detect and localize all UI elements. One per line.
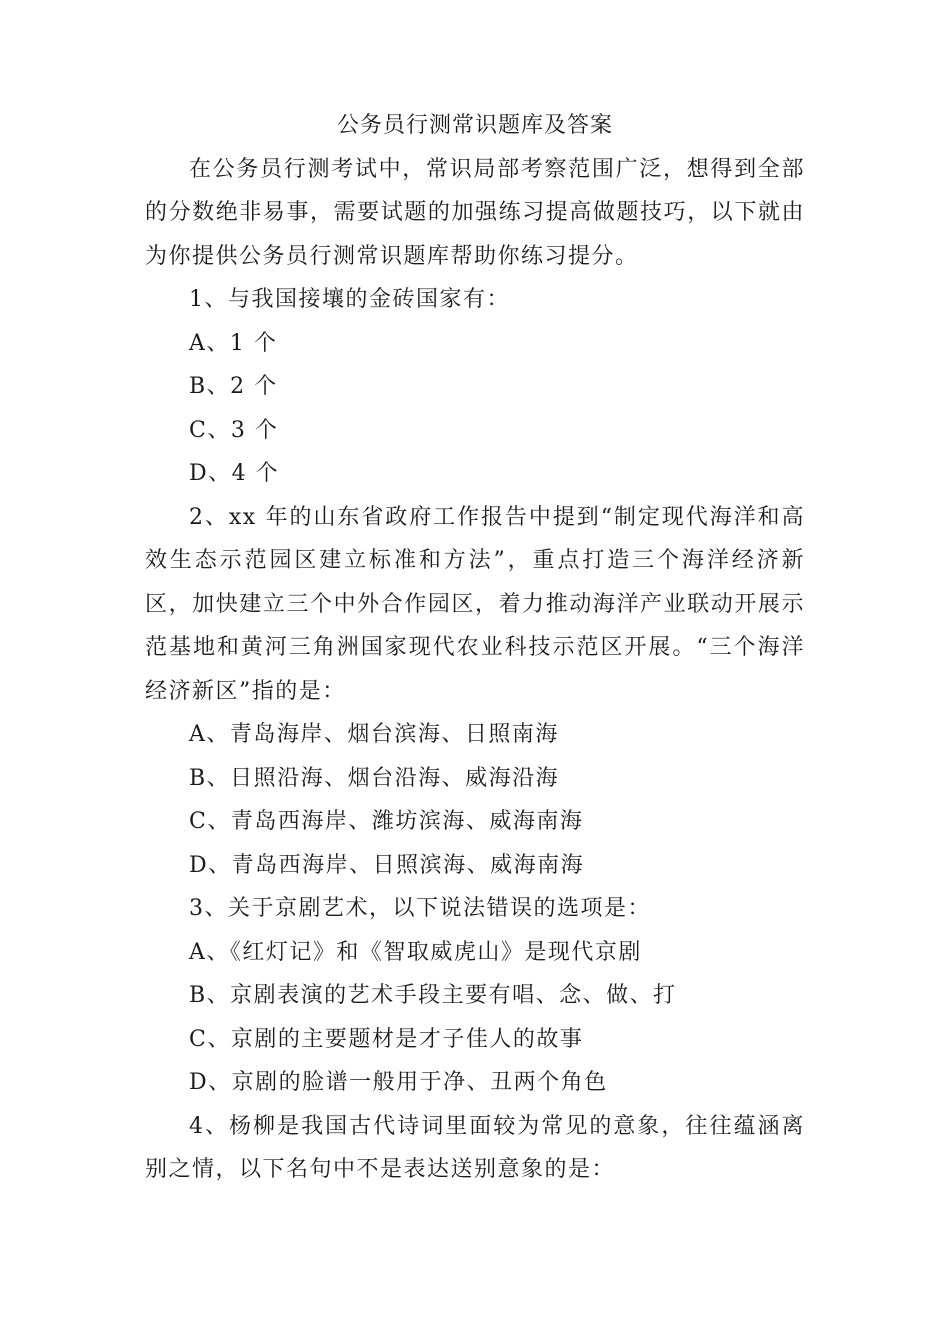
question-4-stem: 4、杨柳是我国古代诗词里面较为常见的意象，往往蕴涵离别之情，以下名句中不是表达送别意象的是： — [145, 1113, 805, 1182]
question-2-stem: 2、xx 年的山东省政府工作报告中提到“制定现代海洋和高效生态示范园区建立标准和方法”，重点打造三个海洋经济新区，加快建立三个中外合作园区，着力推动海洋产业联动开展示范基地和黄河三角洲国家现代农业科技示范区开展。“三个海洋经济新区”指的是： — [145, 504, 805, 704]
question-3-option-c: C、京剧的主要题材是才子佳人的故事 — [189, 1026, 584, 1052]
document-body — [145, 104, 805, 1192]
question-1-option-d: D、4 个 — [189, 461, 280, 486]
question-2-option-d: D、青岛西海岸、日照滨海、威海南海 — [189, 852, 585, 878]
question-1-option-a: A、1 个 — [189, 330, 278, 356]
question-2-option-c: C、青岛西海岸、潍坊滨海、威海南海 — [189, 809, 584, 834]
intro-paragraph: 在公务员行测考试中，常识局部考察范围广泛，想得到全部的分数绝非易事，需要试题的加强练习提高做题技巧，以下就由为你提供公务员行测常识题库帮助你练习提分。 — [145, 156, 805, 269]
question-2-option-a: A、青岛海岸、烟台滨海、日照南海 — [189, 722, 559, 747]
question-1-option-b: B、2 个 — [189, 374, 278, 399]
question-3-stem: 3、关于京剧艺术，以下说法错误的选项是： — [189, 896, 651, 921]
question-1-stem: 1、与我国接壤的金砖国家有： — [189, 287, 510, 312]
question-3-option-d: D、京剧的脸谱一般用于净、丑两个角色 — [189, 1070, 608, 1095]
question-2-option-b: B、日照沿海、烟台沿海、威海沿海 — [189, 765, 560, 791]
question-1-option-c: C、3 个 — [189, 417, 279, 443]
document-title: 公务员行测常识题库及答案 — [336, 113, 613, 138]
question-3-option-a: A、《红灯记》和《智取威虎山》是现代京剧 — [189, 939, 642, 965]
question-3-option-b: B、京剧表演的艺术手段主要有唱、念、做、打 — [189, 983, 677, 1008]
